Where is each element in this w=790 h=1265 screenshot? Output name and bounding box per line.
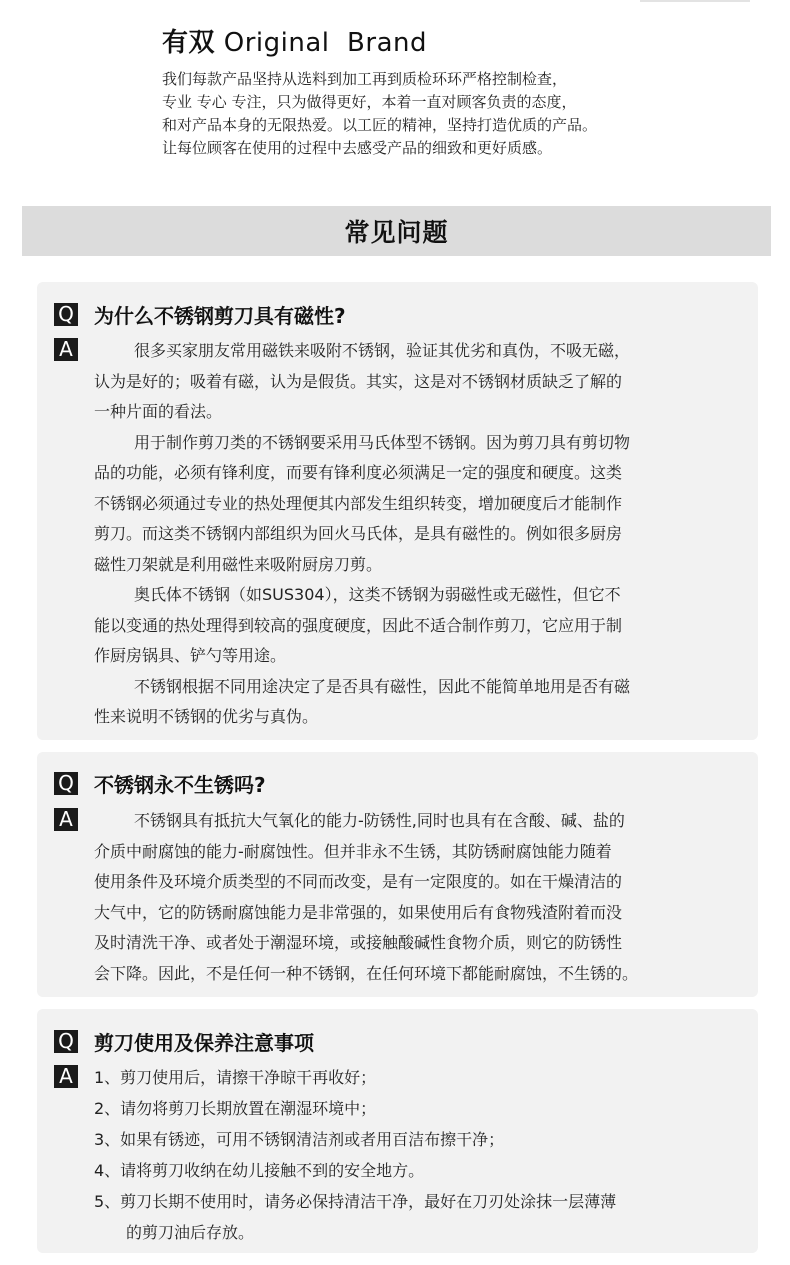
answer-line: 奥氏体不锈钢（如SUS304），这类不锈钢为弱磁性或无磁性，但它不	[134, 585, 621, 604]
faq-title: 常见问题	[344, 218, 449, 247]
brand-title	[162, 28, 762, 58]
answer-line: 用于制作剪刀类的不锈钢要采用马氏体型不锈钢。因为剪刀具有剪切物	[134, 432, 631, 452]
list-item: 3、如果有锈迹，可用不锈钢清洁剂或者用百洁布擦干净；	[94, 1130, 505, 1149]
answer-text	[94, 806, 734, 989]
brand-line: 让每位顾客在使用的过程中去感受产品的细致和更好质感。	[162, 139, 553, 157]
answer-line: 一种片面的看法。	[94, 402, 223, 421]
faq-section-header	[22, 206, 771, 256]
faq-card-care	[37, 1009, 758, 1253]
answer-line: 能以变通的热处理得到较高的强度硬度，因此不适合制作剪刀，它应用于制	[94, 615, 623, 635]
answer-line: 及时清洗干净、或者处于潮湿环境，或接触酸碱性食物介质，则它的防锈性	[94, 933, 623, 952]
answer-line: 不锈钢具有抵抗大气氧化的能力-防锈性,同时也具有在含酸、碱、盐的	[134, 811, 625, 830]
brand-line: 和对产品本身的无限热爱。以工匠的精神，坚持打造优质的产品。	[162, 116, 598, 134]
brand-line: 我们每款产品坚持从选料到加工再到质检环环严格控制检查，	[162, 70, 568, 88]
question-row	[54, 1027, 314, 1056]
answer-line: 认为是好的；吸着有磁，认为是假货。其实，这是对不锈钢材质缺乏了解的	[94, 371, 623, 391]
answer-badge: A	[54, 1065, 78, 1088]
faq-card-rust	[37, 752, 758, 997]
question-badge: Q	[54, 303, 78, 326]
question-text: 为什么不锈钢剪刀具有磁性?	[94, 304, 346, 328]
brand-title-cn: 有双	[162, 28, 216, 58]
faq-card-magnetism	[37, 282, 758, 740]
answer-line: 很多买家朋友常用磁铁来吸附不锈钢，验证其优劣和真伪，不吸无磁，	[134, 341, 631, 360]
brand-title-en: Original Brand	[223, 28, 427, 58]
answer-line: 不锈钢必须通过专业的热处理便其内部发生组织转变，增加硬度后才能制作	[94, 493, 623, 513]
brand-line: 专业 专心 专注，只为做得更好，本着一直对顾客负责的态度，	[162, 93, 577, 111]
care-list	[94, 1062, 734, 1248]
answer-badge: A	[54, 808, 78, 831]
answer-line: 介质中耐腐蚀的能力-耐腐蚀性。但并非永不生锈，其防锈耐腐蚀能力随着	[94, 841, 612, 861]
answer-text	[94, 1062, 734, 1248]
brand-description	[162, 68, 762, 160]
answer-line: 大气中，它的防锈耐腐蚀能力是非常强的，如果使用后有食物残渣附着而没	[94, 902, 623, 922]
question-text: 不锈钢永不生锈吗?	[94, 773, 266, 797]
answer-line: 磁性刀架就是利用磁性来吸附厨房刀剪。	[94, 554, 383, 574]
question-row	[54, 769, 266, 798]
question-row	[54, 300, 346, 329]
brand-section	[162, 28, 762, 160]
list-item: 1、剪刀使用后，请擦干净晾干再收好；	[94, 1068, 377, 1087]
answer-badge: A	[54, 338, 78, 361]
answer-line: 剪刀。而这类不锈钢内部组织为回火马氏体，是具有磁性的。例如很多厨房	[94, 524, 623, 543]
list-item: 2、请勿将剪刀长期放置在潮湿环境中；	[94, 1099, 377, 1118]
question-badge: Q	[54, 772, 78, 795]
answer-line: 作厨房锅具、铲勺等用途。	[94, 646, 287, 665]
answer-line: 使用条件及环境介质类型的不同而改变，是有一定限度的。如在干燥清洁的	[94, 872, 623, 891]
list-item: 5、剪刀长期不使用时，请务必保持清洁干净，最好在刀刃处涂抹一层薄薄	[94, 1192, 617, 1211]
answer-text	[94, 336, 734, 733]
answer-line: 品的功能，必须有锋利度，而要有锋利度必须满足一定的强度和硬度。这类	[94, 463, 623, 482]
top-divider	[640, 0, 750, 2]
question-text: 剪刀使用及保养注意事项	[94, 1031, 314, 1055]
list-item-continuation: 的剪刀油后存放。	[126, 1223, 255, 1242]
answer-line: 不锈钢根据不同用途决定了是否具有磁性，因此不能简单地用是否有磁	[134, 676, 631, 696]
answer-line: 会下降。因此，不是任何一种不锈钢，在任何环境下都能耐腐蚀，不生锈的。	[94, 963, 639, 983]
list-item: 4、请将剪刀收纳在幼儿接触不到的安全地方。	[94, 1161, 425, 1180]
answer-line: 性来说明不锈钢的优劣与真伪。	[94, 707, 319, 726]
question-badge: Q	[54, 1030, 78, 1053]
